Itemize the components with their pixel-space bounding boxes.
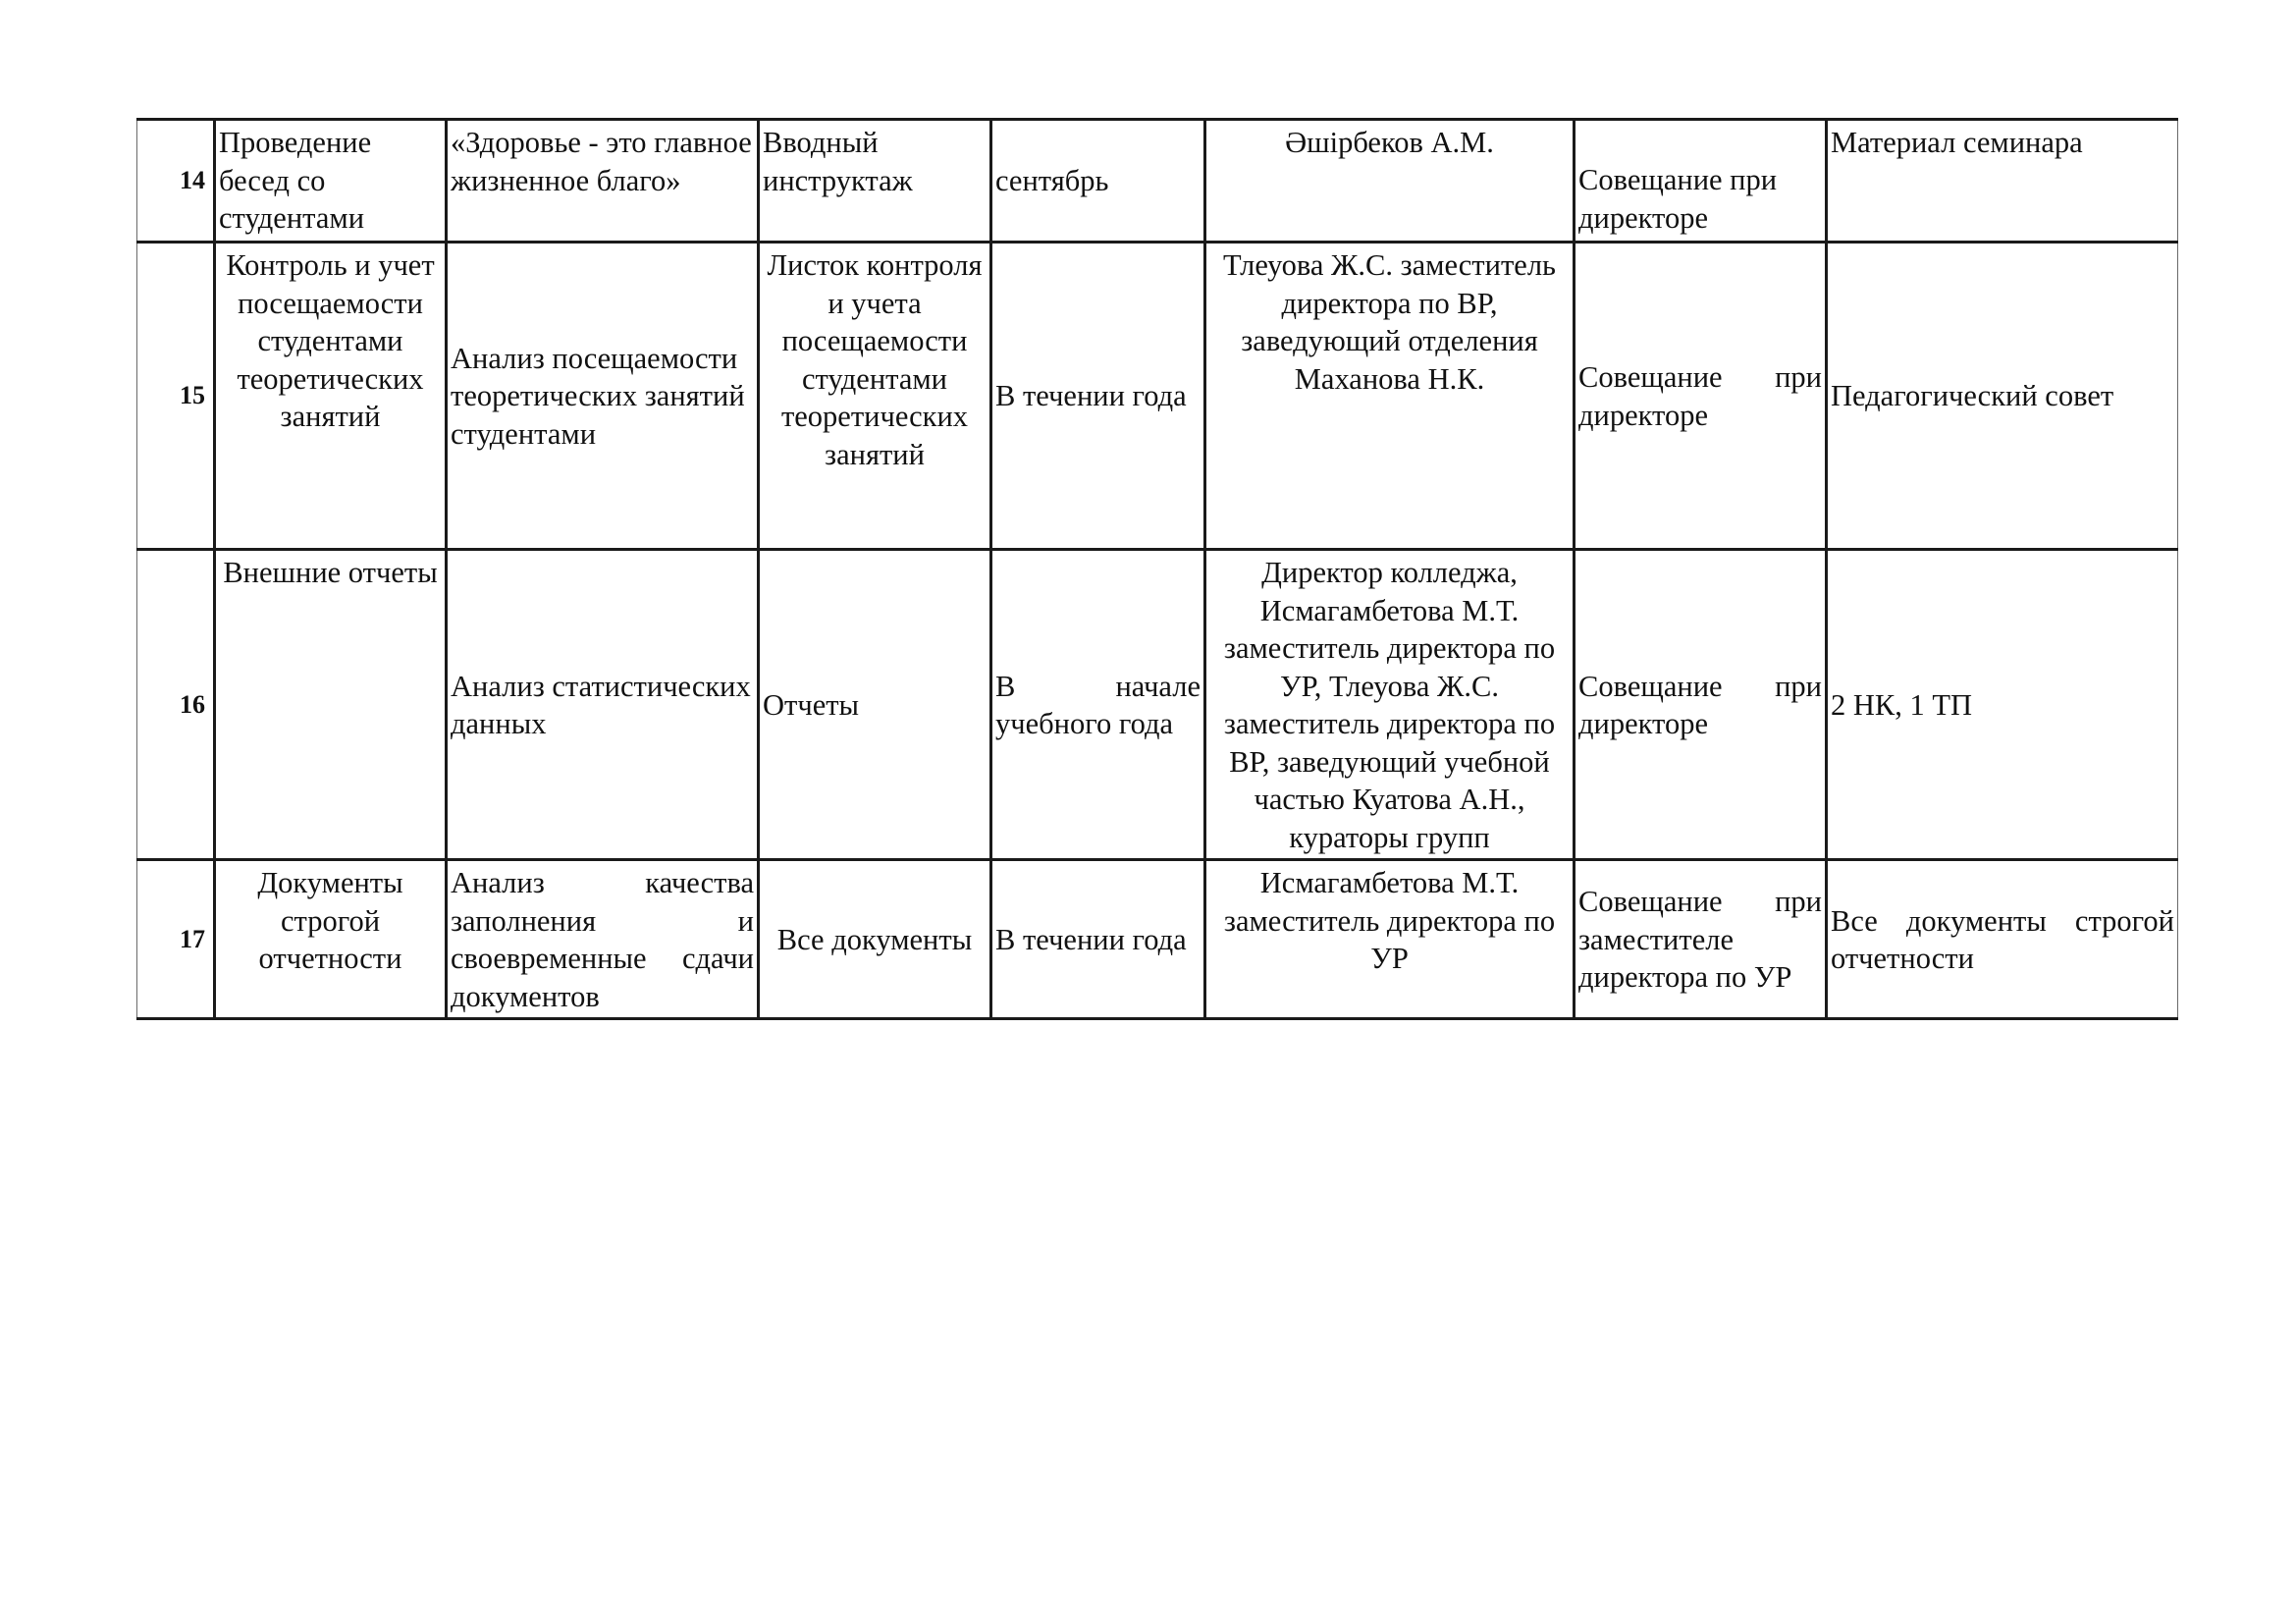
table-row — [137, 120, 2178, 243]
responsible-cell: Исмагамбетова М.Т. заместитель директора по УР — [1205, 860, 1575, 1019]
review-cell: Совещание при директоре — [1575, 550, 1827, 860]
topic-cell: «Здоровье - это главное жизненное благо» — [447, 120, 759, 243]
result-cell: Материал семинара — [1827, 120, 2178, 243]
result-cell: 2 НК, 1 ТП — [1827, 550, 2178, 860]
topic-cell: Анализ статистических данных — [447, 550, 759, 860]
topic-cell: Анализ качества заполнения и своевременные сдачи документов — [447, 860, 759, 1019]
row-number: 14 — [137, 120, 215, 243]
table-row — [137, 550, 2178, 860]
row-number: 15 — [137, 243, 215, 550]
term-cell: В течении года — [991, 243, 1205, 550]
review-cell: Совещание при заместителе директора по УР — [1575, 860, 1827, 1019]
result-cell: Педагогический совет — [1827, 243, 2178, 550]
form-cell: Вводный инструктаж — [759, 120, 991, 243]
event-cell: Внешние отчеты — [215, 550, 447, 860]
result-cell: Все документы строгой отчетности — [1827, 860, 2178, 1019]
form-cell: Отчеты — [759, 550, 991, 860]
table-row — [137, 860, 2178, 1019]
topic-cell: Анализ посещаемости теоретических занятий студентами — [447, 243, 759, 550]
responsible-cell: Тлеуова Ж.С. заместитель директора по ВР, заведующий отделения Маханова Н.К. — [1205, 243, 1575, 550]
term-cell: В течении года — [991, 860, 1205, 1019]
plan-table — [136, 118, 2178, 1020]
table-row — [137, 243, 2178, 550]
form-cell: Листок контроля и учета посещаемости студентами теоретических занятий — [759, 243, 991, 550]
event-cell: Проведение бесед со студентами — [215, 120, 447, 243]
event-cell: Документы строгой отчетности — [215, 860, 447, 1019]
review-cell: Совещание при директоре — [1575, 120, 1827, 243]
review-cell: Совещание при директоре — [1575, 243, 1827, 550]
row-number: 17 — [137, 860, 215, 1019]
responsible-cell: Директор колледжа, Исмагамбетова М.Т. заместитель директора по УР, Тлеуова Ж.С. заместитель директора по ВР, заведующий учебной частью Куатова А.Н., кураторы групп — [1205, 550, 1575, 860]
row-number: 16 — [137, 550, 215, 860]
term-cell: В начале учебного года — [991, 550, 1205, 860]
term-cell: сентябрь — [991, 120, 1205, 243]
responsible-cell: Әшірбеков А.М. — [1205, 120, 1575, 243]
event-cell: Контроль и учет посещаемости студентами теоретических занятий — [215, 243, 447, 550]
form-cell: Все документы — [759, 860, 991, 1019]
